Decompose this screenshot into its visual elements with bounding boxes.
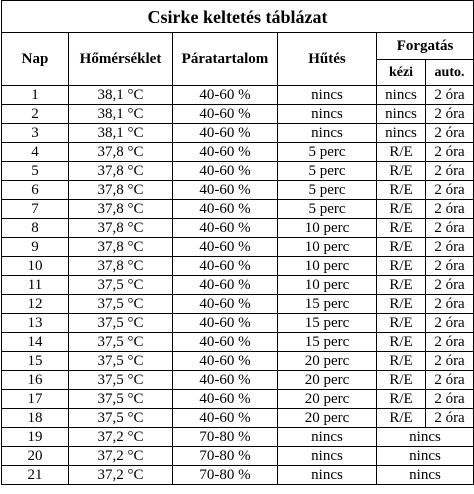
cell-temperature: 37,8 °C: [69, 219, 173, 238]
cell-turning-manual: nincs: [377, 124, 426, 143]
header-turning: Forgatás: [377, 33, 474, 60]
cell-turning-manual: nincs: [377, 105, 426, 124]
table-row: [2, 447, 474, 466]
table-row: [2, 181, 474, 200]
cell-day: 13: [2, 314, 69, 333]
cell-temperature: 37,5 °C: [69, 371, 173, 390]
cell-turning-auto: 2 óra: [426, 143, 474, 162]
table-row: [2, 162, 474, 181]
cell-turning-manual: R/E: [377, 276, 426, 295]
cell-day: 14: [2, 333, 69, 352]
cell-humidity: 40-60 %: [173, 238, 278, 257]
cell-turning-auto: 2 óra: [426, 181, 474, 200]
cell-temperature: 37,5 °C: [69, 295, 173, 314]
cell-day: 3: [2, 124, 69, 143]
cell-temperature: 37,2 °C: [69, 466, 173, 485]
header-temperature: Hőmérséklet: [69, 33, 173, 86]
cell-cooling: 20 perc: [278, 371, 377, 390]
cell-turning-manual: nincs: [377, 86, 426, 105]
header-turning-manual: kézi: [377, 60, 426, 86]
table-row: [2, 390, 474, 409]
cell-turning-manual: R/E: [377, 409, 426, 428]
cell-cooling: 10 perc: [278, 276, 377, 295]
cell-cooling: 20 perc: [278, 352, 377, 371]
cell-day: 7: [2, 200, 69, 219]
cell-cooling: 5 perc: [278, 181, 377, 200]
cell-turning-auto: 2 óra: [426, 105, 474, 124]
cell-humidity: 40-60 %: [173, 124, 278, 143]
cell-turning-manual: R/E: [377, 295, 426, 314]
cell-temperature: 37,5 °C: [69, 409, 173, 428]
table-title: Csirke keltetés táblázat: [2, 1, 474, 33]
cell-turning-auto: 2 óra: [426, 219, 474, 238]
cell-humidity: 40-60 %: [173, 314, 278, 333]
cell-day: 2: [2, 105, 69, 124]
cell-cooling: 5 perc: [278, 162, 377, 181]
cell-cooling: 5 perc: [278, 143, 377, 162]
cell-turning-auto: 2 óra: [426, 162, 474, 181]
cell-humidity: 40-60 %: [173, 143, 278, 162]
cell-turning-manual: R/E: [377, 390, 426, 409]
cell-cooling: 15 perc: [278, 314, 377, 333]
header-cooling: Hűtés: [278, 33, 377, 86]
cell-cooling: 15 perc: [278, 333, 377, 352]
table-row: [2, 466, 474, 485]
cell-temperature: 37,5 °C: [69, 333, 173, 352]
header-turning-auto: auto.: [426, 60, 474, 86]
cell-turning: nincs: [377, 447, 474, 466]
table-row: [2, 333, 474, 352]
cell-humidity: 40-60 %: [173, 352, 278, 371]
cell-temperature: 38,1 °C: [69, 86, 173, 105]
cell-day: 18: [2, 409, 69, 428]
table-row: [2, 428, 474, 447]
cell-cooling: nincs: [278, 447, 377, 466]
incubation-table: [1, 0, 474, 485]
cell-temperature: 38,1 °C: [69, 124, 173, 143]
cell-turning-manual: R/E: [377, 181, 426, 200]
cell-cooling: nincs: [278, 428, 377, 447]
cell-day: 21: [2, 466, 69, 485]
cell-cooling: nincs: [278, 86, 377, 105]
table-row: [2, 257, 474, 276]
cell-turning-manual: R/E: [377, 371, 426, 390]
cell-day: 8: [2, 219, 69, 238]
cell-cooling: nincs: [278, 105, 377, 124]
cell-turning-manual: R/E: [377, 219, 426, 238]
table-row: [2, 143, 474, 162]
cell-turning-auto: 2 óra: [426, 86, 474, 105]
cell-temperature: 37,8 °C: [69, 257, 173, 276]
cell-cooling: 20 perc: [278, 409, 377, 428]
table-row: [2, 200, 474, 219]
cell-cooling: 5 perc: [278, 200, 377, 219]
cell-turning-auto: 2 óra: [426, 276, 474, 295]
cell-temperature: 37,5 °C: [69, 390, 173, 409]
cell-temperature: 37,8 °C: [69, 238, 173, 257]
cell-cooling: nincs: [278, 466, 377, 485]
cell-temperature: 37,5 °C: [69, 314, 173, 333]
cell-humidity: 40-60 %: [173, 162, 278, 181]
cell-turning-auto: 2 óra: [426, 371, 474, 390]
cell-humidity: 40-60 %: [173, 333, 278, 352]
cell-humidity: 40-60 %: [173, 276, 278, 295]
table-row: [2, 124, 474, 143]
cell-cooling: 10 perc: [278, 238, 377, 257]
cell-turning-manual: R/E: [377, 352, 426, 371]
cell-turning-auto: 2 óra: [426, 295, 474, 314]
cell-temperature: 38,1 °C: [69, 105, 173, 124]
cell-turning-auto: 2 óra: [426, 390, 474, 409]
cell-turning-manual: R/E: [377, 200, 426, 219]
cell-humidity: 70-80 %: [173, 447, 278, 466]
cell-turning-auto: 2 óra: [426, 238, 474, 257]
cell-turning-manual: R/E: [377, 162, 426, 181]
cell-temperature: 37,2 °C: [69, 428, 173, 447]
cell-day: 17: [2, 390, 69, 409]
header-day: Nap: [2, 33, 69, 86]
cell-turning-auto: 2 óra: [426, 124, 474, 143]
cell-turning-auto: 2 óra: [426, 352, 474, 371]
cell-temperature: 37,8 °C: [69, 143, 173, 162]
table-row: [2, 219, 474, 238]
cell-day: 15: [2, 352, 69, 371]
cell-day: 9: [2, 238, 69, 257]
cell-turning-manual: R/E: [377, 257, 426, 276]
cell-turning-auto: 2 óra: [426, 314, 474, 333]
cell-day: 11: [2, 276, 69, 295]
cell-turning-auto: 2 óra: [426, 409, 474, 428]
cell-humidity: 40-60 %: [173, 257, 278, 276]
table-row: [2, 371, 474, 390]
cell-temperature: 37,5 °C: [69, 276, 173, 295]
cell-turning-auto: 2 óra: [426, 333, 474, 352]
cell-turning-manual: R/E: [377, 143, 426, 162]
header-humidity: Páratartalom: [173, 33, 278, 86]
cell-humidity: 40-60 %: [173, 390, 278, 409]
table-row: [2, 86, 474, 105]
table-row: [2, 314, 474, 333]
cell-humidity: 70-80 %: [173, 428, 278, 447]
cell-day: 16: [2, 371, 69, 390]
cell-temperature: 37,2 °C: [69, 447, 173, 466]
cell-day: 4: [2, 143, 69, 162]
table-row: [2, 105, 474, 124]
table-row: [2, 238, 474, 257]
cell-humidity: 40-60 %: [173, 181, 278, 200]
cell-day: 12: [2, 295, 69, 314]
cell-humidity: 70-80 %: [173, 466, 278, 485]
cell-humidity: 40-60 %: [173, 105, 278, 124]
cell-humidity: 40-60 %: [173, 86, 278, 105]
cell-temperature: 37,8 °C: [69, 181, 173, 200]
cell-humidity: 40-60 %: [173, 295, 278, 314]
table-body: [2, 86, 474, 485]
cell-humidity: 40-60 %: [173, 371, 278, 390]
cell-temperature: 37,8 °C: [69, 162, 173, 181]
table-row: [2, 409, 474, 428]
cell-humidity: 40-60 %: [173, 219, 278, 238]
cell-temperature: 37,8 °C: [69, 200, 173, 219]
cell-day: 10: [2, 257, 69, 276]
cell-cooling: 20 perc: [278, 390, 377, 409]
table-row: [2, 352, 474, 371]
cell-day: 5: [2, 162, 69, 181]
cell-turning-manual: R/E: [377, 314, 426, 333]
cell-cooling: 15 perc: [278, 295, 377, 314]
cell-day: 1: [2, 86, 69, 105]
cell-turning-manual: R/E: [377, 238, 426, 257]
cell-turning: nincs: [377, 428, 474, 447]
cell-day: 6: [2, 181, 69, 200]
cell-day: 19: [2, 428, 69, 447]
table-row: [2, 295, 474, 314]
cell-turning-auto: 2 óra: [426, 200, 474, 219]
cell-temperature: 37,5 °C: [69, 352, 173, 371]
cell-turning-auto: 2 óra: [426, 257, 474, 276]
cell-humidity: 40-60 %: [173, 409, 278, 428]
cell-cooling: 10 perc: [278, 219, 377, 238]
cell-cooling: 10 perc: [278, 257, 377, 276]
cell-turning: nincs: [377, 466, 474, 485]
table-row: [2, 276, 474, 295]
cell-humidity: 40-60 %: [173, 200, 278, 219]
cell-day: 20: [2, 447, 69, 466]
cell-turning-manual: R/E: [377, 333, 426, 352]
cell-cooling: nincs: [278, 124, 377, 143]
